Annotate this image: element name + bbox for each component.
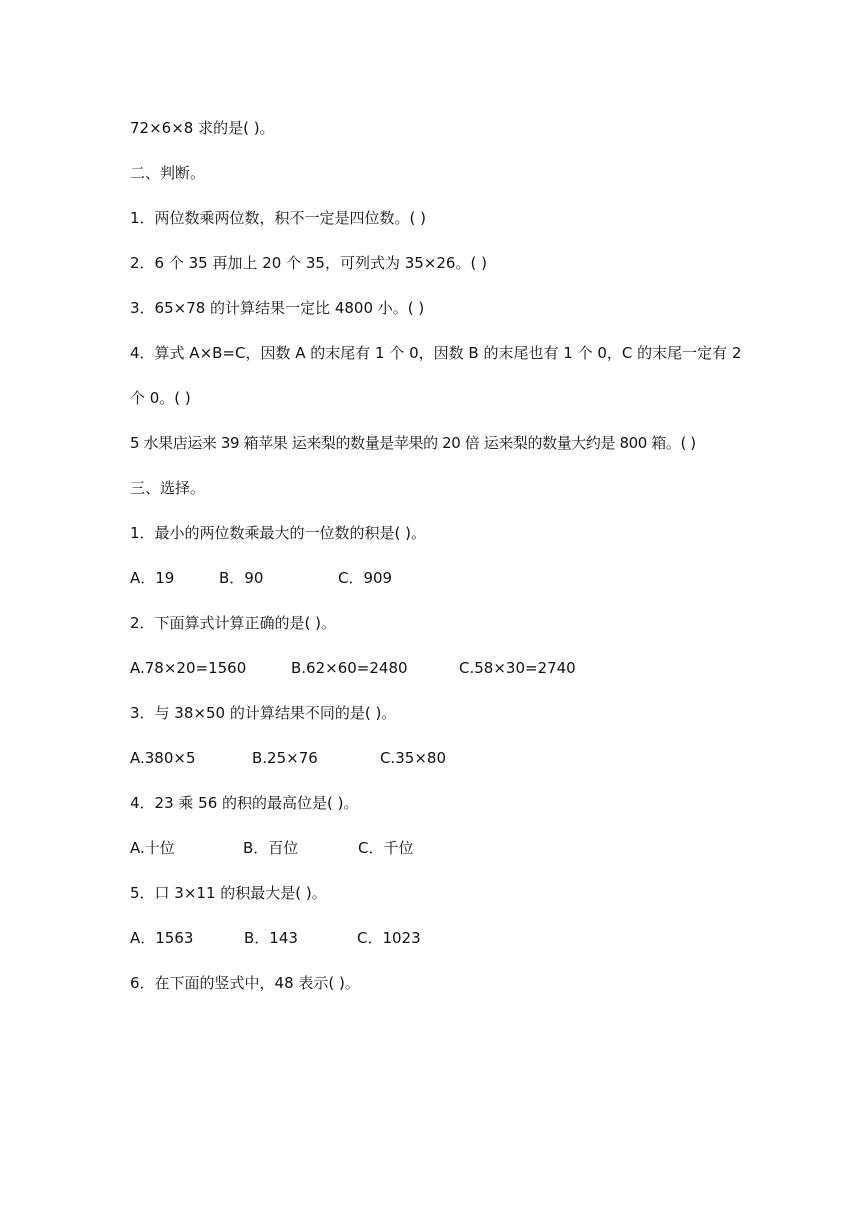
choice-2-option-c: C.58×30=2740 (459, 659, 576, 677)
judgment-item-1: 1．两位数乘两位数，积不一定是四位数。( ) (130, 209, 427, 227)
choice-4-option-a: A.十位 (130, 839, 175, 857)
choice-5-option-b: B．143 (244, 929, 298, 947)
choice-4-option-b: B．百位 (243, 839, 299, 857)
question-line: 72×6×8 求的是( )。 (130, 119, 275, 137)
choice-item-4: 4．23 乘 56 的积的最高位是( )。 (130, 794, 359, 812)
choice-2-option-b: B.62×60=2480 (291, 659, 408, 677)
choice-item-6: 6．在下面的竖式中，48 表示( )。 (130, 974, 360, 992)
choice-1-option-b: B．90 (219, 569, 264, 587)
choice-5-option-c: C．1023 (357, 929, 421, 947)
choice-4-option-c: C．千位 (358, 839, 414, 857)
choice-item-3: 3．与 38×50 的计算结果不同的是( )。 (130, 704, 397, 722)
choice-item-1: 1．最小的两位数乘最大的一位数的积是( )。 (130, 524, 427, 542)
choice-item-5: 5．口 3×11 的积最大是( )。 (130, 884, 327, 902)
judgment-item-4-cont: 个 0。( ) (130, 389, 191, 407)
section-heading-choice: 三、选择。 (130, 479, 206, 497)
choice-3-option-c: C.35×80 (380, 749, 446, 767)
choice-5-option-a: A．1563 (130, 929, 194, 947)
choice-item-2: 2．下面算式计算正确的是( )。 (130, 614, 337, 632)
choice-3-option-b: B.25×76 (252, 749, 318, 767)
judgment-item-5: 5 水果店运来 39 箱苹果 运来梨的数量是苹果的 20 倍 运来梨的数量大约是 800 箱。( ) (130, 434, 696, 452)
choice-1-option-a: A．19 (130, 569, 175, 587)
judgment-item-3: 3．65×78 的计算结果一定比 4800 小。( ) (130, 299, 425, 317)
choice-1-option-c: C．909 (338, 569, 393, 587)
section-heading-judgment: 二、判断。 (130, 164, 206, 182)
judgment-item-4: 4．算式 A×B=C，因数 A 的末尾有 1 个 0，因数 B 的末尾也有 1 个 0，C 的末尾一定有 2 (130, 344, 742, 362)
choice-2-option-a: A.78×20=1560 (130, 659, 247, 677)
choice-3-option-a: A.380×5 (130, 749, 196, 767)
judgment-item-2: 2．6 个 35 再加上 20 个 35，可列式为 35×26。( ) (130, 254, 487, 272)
